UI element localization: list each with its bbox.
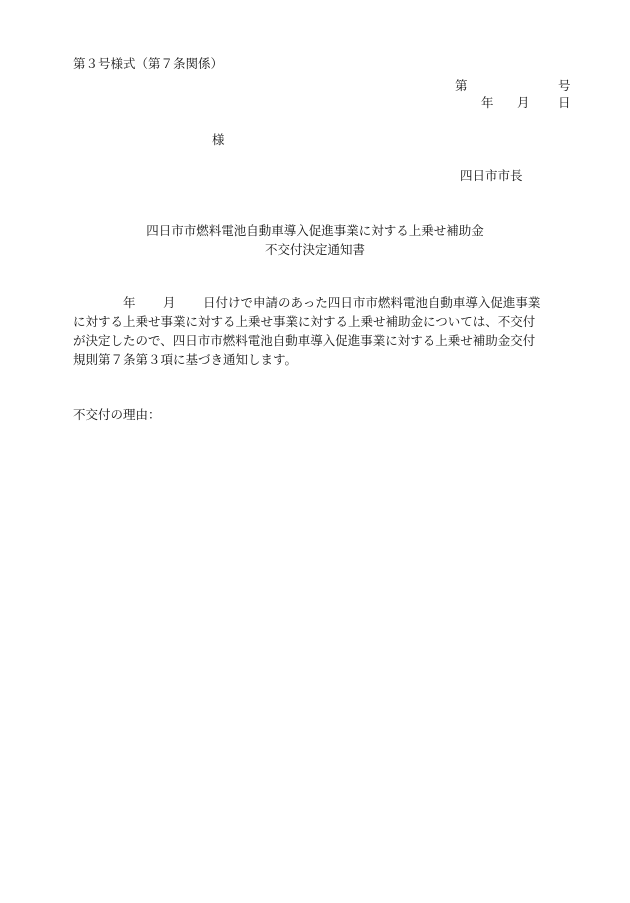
body-line-1-text: 日付けで申請のあった四日市市燃料電池自動車導入促進事業 (203, 295, 541, 310)
body-line-3: が決定したので、四日市市燃料電池自動車導入促進事業に対する上乗せ補助金交付 (73, 333, 536, 348)
issuer-name: 四日市市長 (460, 168, 523, 183)
document-number-prefix: 第 (455, 78, 468, 93)
date-month-label: 月 (517, 95, 530, 110)
body-line-2: に対する上乗せ事業に対する上乗せ事業に対する上乗せ補助金については、不交付 (73, 314, 536, 329)
document-title-line1: 四日市市燃料電池自動車導入促進事業に対する上乗せ補助金 (146, 223, 484, 238)
form-label: 第３号様式（第７条関係） (73, 56, 224, 71)
document-title-line2: 不交付決定通知書 (264, 242, 365, 257)
body-year-label: 年 (123, 295, 136, 310)
date-day-label: 日 (558, 95, 571, 110)
document-number-suffix: 号 (558, 78, 571, 93)
date-year-label: 年 (481, 95, 494, 110)
reason-label: 不交付の理由： (73, 407, 161, 422)
body-line-4: 規則第７条第３項に基づき通知します。 (73, 352, 298, 367)
body-month-label: 月 (163, 295, 176, 310)
addressee-honorific: 様 (212, 132, 225, 147)
